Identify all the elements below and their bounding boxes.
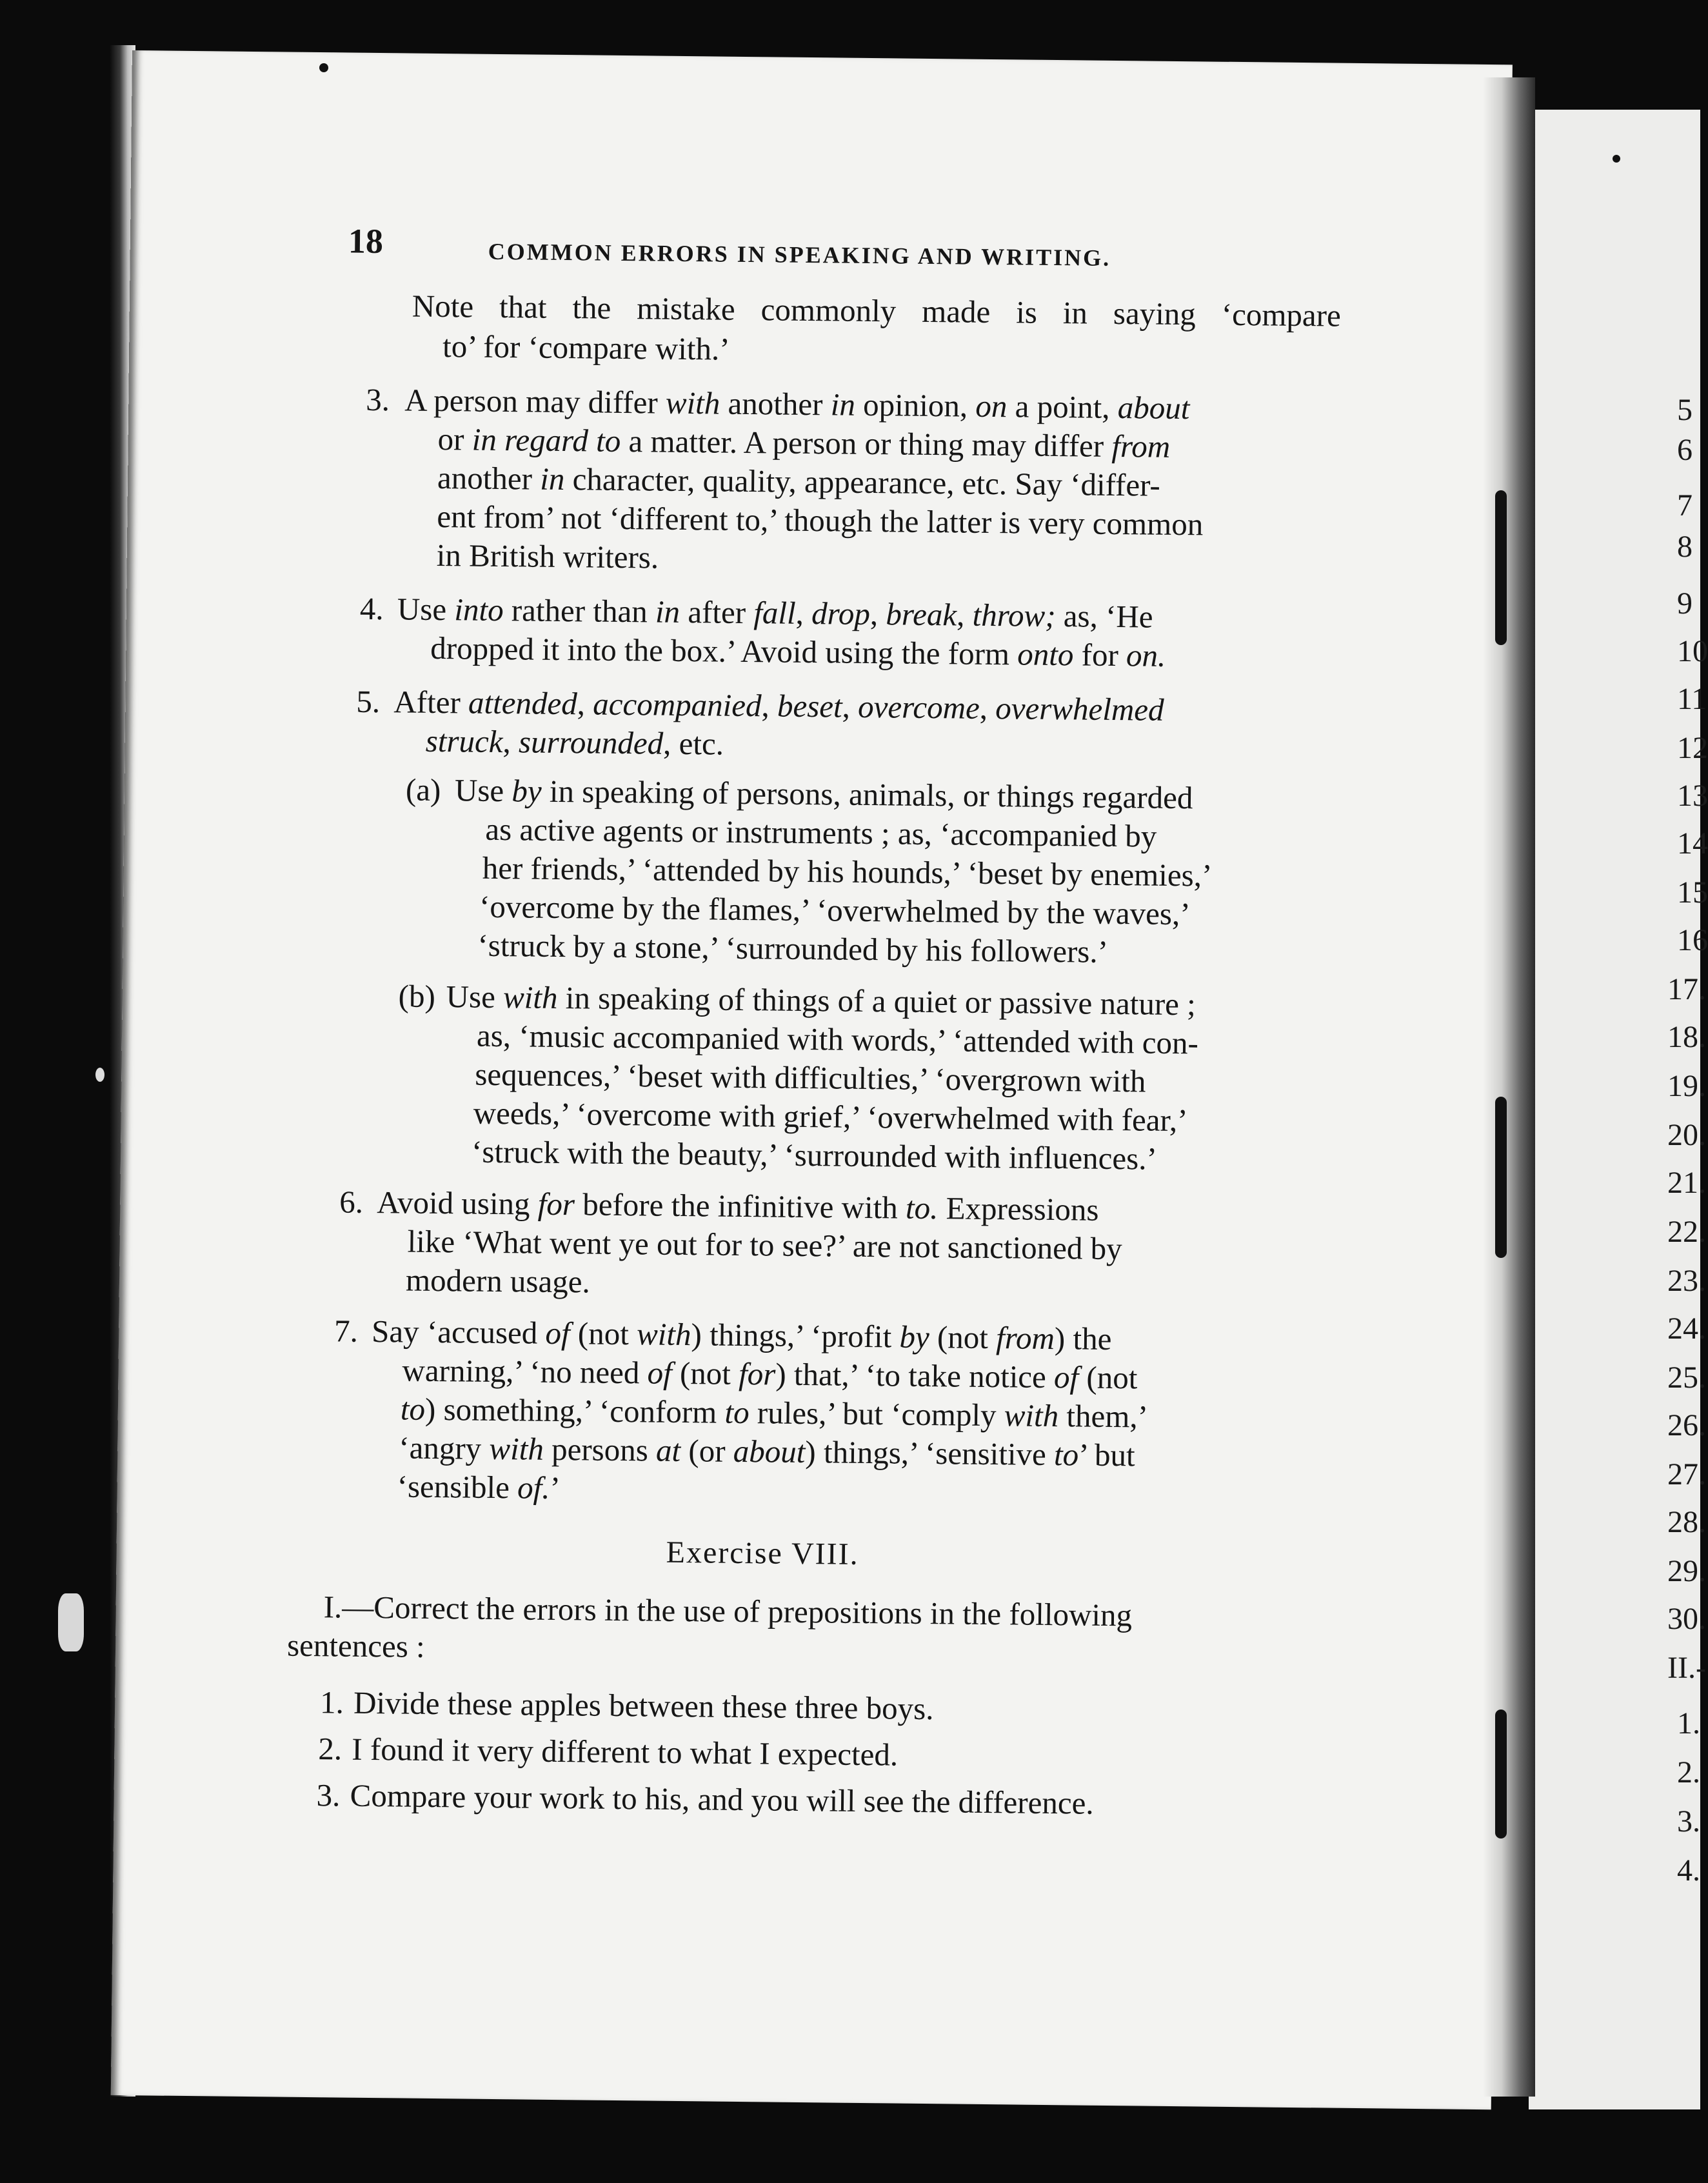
- item5b-line-2: as, ‘music accompanied with words,’ ‘attended with con-: [476, 1017, 1199, 1061]
- item3-line-5: in British writers.: [436, 537, 659, 575]
- item7-line-5: ‘sensible of.’: [397, 1468, 561, 1506]
- adjacent-page-number: 24.: [1667, 1311, 1706, 1346]
- adjacent-page-number: 8: [1677, 530, 1693, 564]
- item5b-line-3: sequences,’ ‘beset with difficulties,’ ‘overgrown with: [475, 1056, 1146, 1099]
- sentence-number: 2.: [318, 1731, 343, 1767]
- exercise-sentence-3: Compare your work to his, and you will see the difference.: [350, 1777, 1094, 1821]
- adjacent-page-number: 10: [1677, 634, 1708, 668]
- adjacent-page-number: 27.: [1667, 1457, 1706, 1491]
- adjacent-page-number: 25.: [1667, 1361, 1706, 1395]
- item7-line-2: warning,’ ‘no need of (not for) that,’ ‘to take notice of (not: [402, 1352, 1138, 1396]
- item5a-line-2: as active agents or instruments ; as, ‘accompanied by: [485, 811, 1157, 854]
- adjacent-page-number: 11: [1677, 682, 1707, 716]
- adjacent-page: [1529, 110, 1700, 2109]
- sentence-number: 3.: [316, 1777, 341, 1813]
- item5a-line-5: ‘struck by a stone,’ ‘surrounded by his followers.’: [477, 927, 1109, 970]
- adjacent-page-number: 26.: [1667, 1408, 1706, 1442]
- gutter-shadow: [1495, 1710, 1507, 1839]
- adjacent-page-number: 12: [1677, 731, 1708, 765]
- adjacent-page-number: 17.: [1667, 972, 1706, 1006]
- subitem-label-b: (b): [398, 978, 436, 1014]
- adjacent-page-number: 28.: [1667, 1505, 1706, 1539]
- item7-line-4: ‘angry with persons at (or about) things,’ ‘sensitive to’ but: [399, 1430, 1136, 1473]
- item5a-line-4: ‘overcome by the flames,’ ‘overwhelmed by the waves,’: [479, 888, 1191, 932]
- item5b-line-4: weeds,’ ‘overcome with grief,’ ‘overwhelmed with fear,’: [473, 1095, 1188, 1139]
- gutter-shadow: [1495, 490, 1507, 645]
- item3-line-2: or in regard to a matter. A person or thing may differ from: [437, 421, 1171, 464]
- item6-line-2: like ‘What went ye out for to see?’ are not sanctioned by: [407, 1223, 1122, 1267]
- adjacent-page-number: 22.: [1667, 1215, 1706, 1249]
- adjacent-page-number: 29.: [1667, 1554, 1706, 1588]
- book-gutter: [1484, 77, 1535, 2097]
- adjacent-page-number: 16: [1677, 923, 1708, 957]
- item5a-line-3: her friends,’ ‘attended by his hounds,’ ‘beset by enemies,’: [482, 850, 1213, 893]
- adjacent-page-number: 3.: [1677, 1804, 1700, 1839]
- item6-line-3: modern usage.: [405, 1262, 591, 1300]
- adjacent-page-number: 4.: [1677, 1853, 1700, 1888]
- scan-speck: [319, 63, 328, 72]
- adjacent-page-number: 30.: [1667, 1602, 1706, 1636]
- note-line-1: Note that the mistake commonly made is in saying ‘compare: [412, 288, 1342, 334]
- adjacent-page-number: 14: [1677, 826, 1708, 861]
- adjacent-page-number: 20.: [1667, 1118, 1706, 1152]
- adjacent-page-number: 5: [1677, 393, 1693, 427]
- adjacent-page-number: 21.: [1667, 1166, 1706, 1200]
- item6-line-1: Avoid using for before the infinitive with to. Expressions: [377, 1184, 1099, 1228]
- adjacent-page-number: II.-: [1667, 1651, 1706, 1685]
- item4-line-2: dropped it into the box.’ Avoid using the form onto for on.: [430, 630, 1166, 673]
- page-number: 18: [348, 221, 384, 261]
- item5b-line-5: ‘struck with the beauty,’ ‘surrounded with influences.’: [471, 1133, 1158, 1177]
- exercise-sentence-2: I found it very different to what I expected.: [352, 1731, 899, 1773]
- adjacent-page-number: 2.: [1677, 1755, 1700, 1789]
- scan-speck: [1613, 155, 1620, 163]
- exercise-intro-line-2: sentences :: [286, 1627, 426, 1664]
- gutter-shadow: [1495, 1097, 1507, 1258]
- item3-line-3: another in character, quality, appearance, etc. Say ‘differ-: [437, 459, 1161, 503]
- item-number: 3.: [366, 381, 390, 418]
- adjacent-page-number: 18.: [1667, 1020, 1706, 1054]
- sentence-number: 1.: [319, 1684, 344, 1720]
- running-head: COMMON ERRORS IN SPEAKING AND WRITING.: [488, 238, 1111, 271]
- item-number: 5.: [356, 683, 381, 720]
- item3-line-1: A person may differ with another in opinion, on a point, about: [404, 382, 1190, 426]
- item4-line-1: Use into rather than in after fall, drop, break, throw; as, ‘He: [397, 591, 1153, 635]
- item7-line-1: Say ‘accused of (not with) things,’ ‘profit by (not from) the: [371, 1313, 1112, 1357]
- scan-speck: [95, 1068, 104, 1082]
- item7-line-3: to) something,’ ‘conform to rules,’ but ‘comply with them,’: [400, 1391, 1149, 1435]
- adjacent-page-number: 9: [1677, 586, 1693, 621]
- item3-line-4: ent from’ not ‘different to,’ though the latter is very common: [437, 498, 1204, 543]
- exercise-sentence-1: Divide these apples between these three boys.: [353, 1684, 934, 1727]
- adjacent-page-number: 15: [1677, 875, 1708, 910]
- item5-line-1: After attended, accompanied, beset, overcome, overwhelmed: [393, 684, 1164, 728]
- book-page: [111, 50, 1513, 2109]
- adjacent-page-number: 7: [1677, 488, 1693, 523]
- adjacent-page-number: 1.: [1677, 1706, 1700, 1740]
- item-number: 4.: [359, 590, 384, 627]
- item5a-line-1: Use by in speaking of persons, animals, or things regarded: [454, 772, 1193, 816]
- scan-speck: [58, 1593, 84, 1651]
- exercise-heading: Exercise VIII.: [666, 1535, 859, 1571]
- adjacent-page-number: 23.: [1667, 1264, 1706, 1298]
- note-line-2: to’ for ‘compare with.’: [442, 328, 730, 367]
- page-content: [111, 50, 1513, 2109]
- exercise-intro-line-1: I.—Correct the errors in the use of prepositions in the following: [323, 1589, 1133, 1633]
- item5b-line-1: Use with in speaking of things of a quiet or passive nature ;: [446, 979, 1197, 1022]
- item-number: 7.: [333, 1313, 359, 1349]
- item-number: 6.: [339, 1184, 364, 1220]
- adjacent-page-number: 6: [1677, 433, 1693, 467]
- item5-line-2: struck, surrounded, etc.: [425, 723, 724, 762]
- adjacent-page-number: 13: [1677, 779, 1708, 813]
- adjacent-page-number: 19.: [1667, 1069, 1706, 1103]
- subitem-label-a: (a): [405, 772, 441, 808]
